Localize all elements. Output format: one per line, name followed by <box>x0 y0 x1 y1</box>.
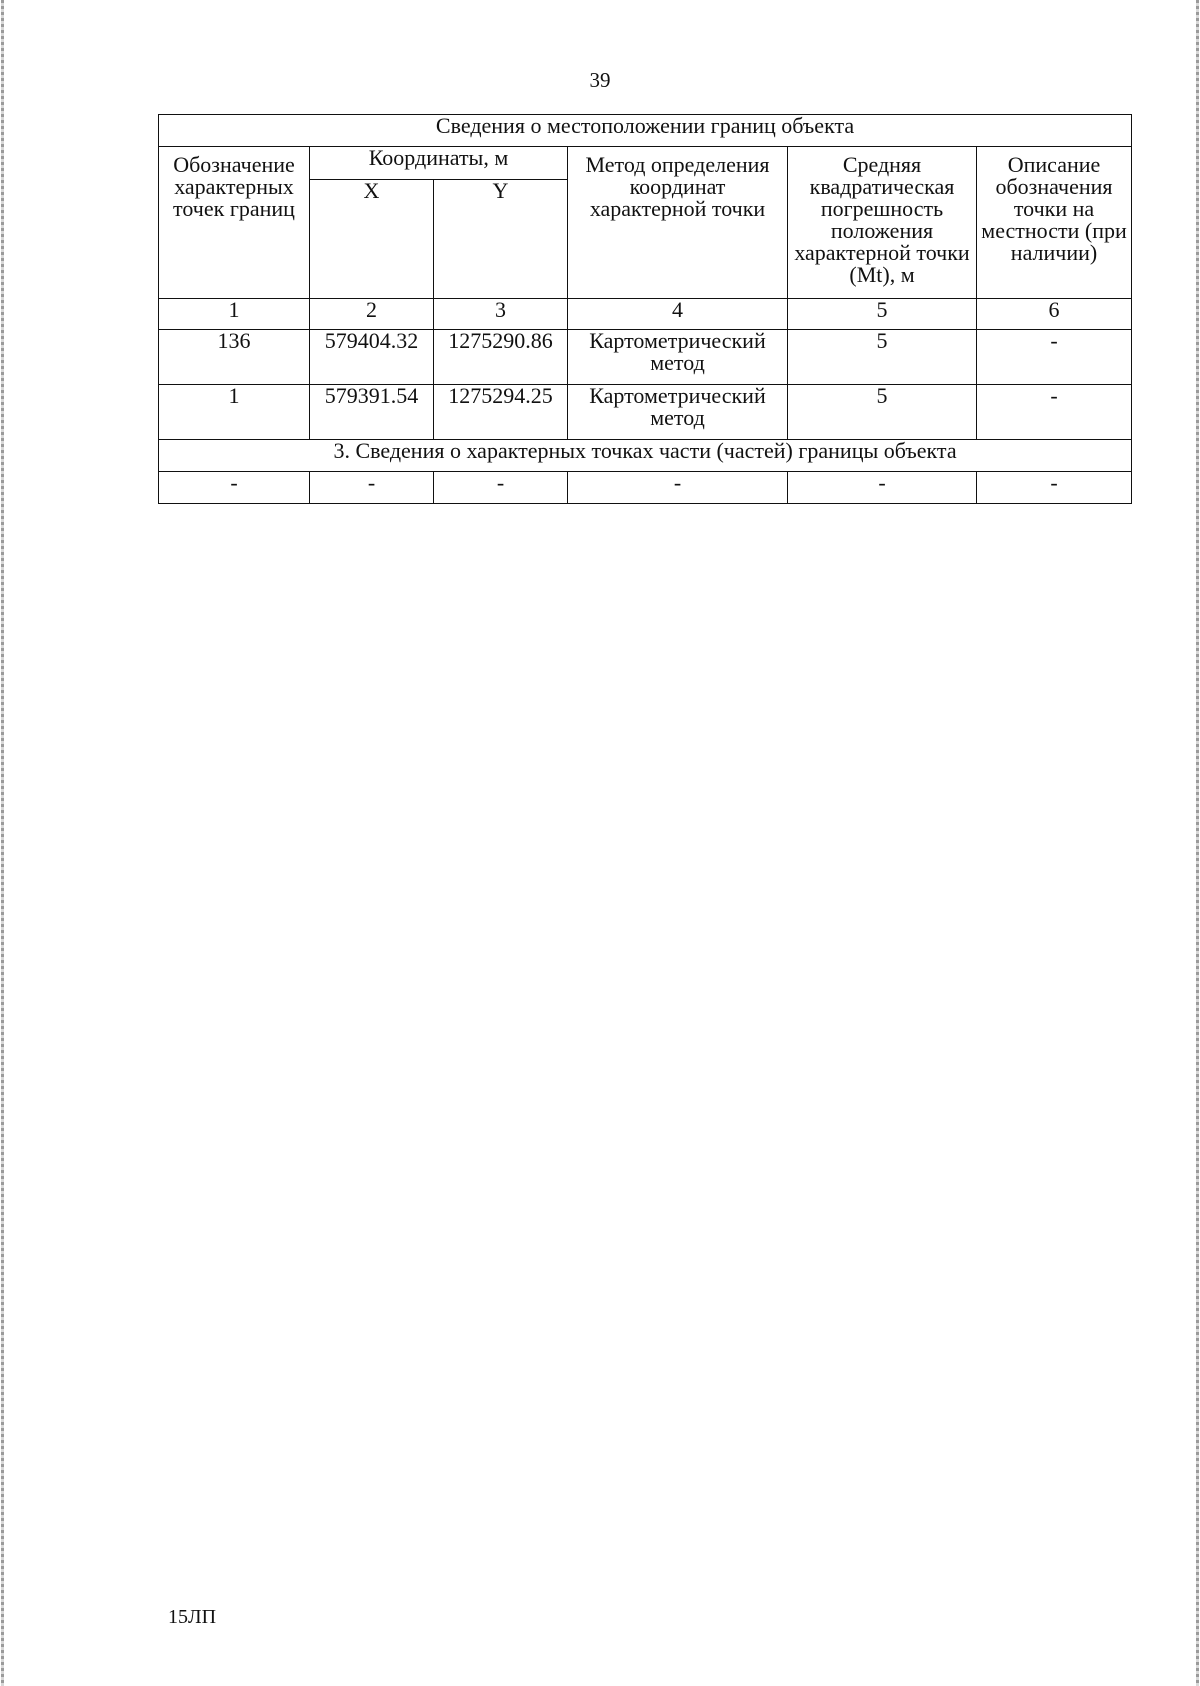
cell-empty: - <box>568 472 788 504</box>
cell-empty: - <box>788 472 977 504</box>
page-number: 39 <box>589 68 611 92</box>
header-x: X <box>310 180 434 299</box>
boundary-table <box>158 114 1132 504</box>
cell-empty: - <box>977 472 1132 504</box>
table-title: Сведения о местоположении границ объекта <box>159 115 1132 147</box>
cell-x: 579404.32 <box>310 330 434 385</box>
header-description: Описание обозначения точки на местности (при наличии) <box>977 147 1132 299</box>
scan-edge-right <box>1196 0 1199 1686</box>
column-number: 1 <box>159 299 310 330</box>
cell-description: - <box>977 330 1132 385</box>
section-title-row <box>159 440 1132 472</box>
footer-code: 15ЛП <box>168 1606 217 1628</box>
header-method: Метод определения координат характерной точки <box>568 147 788 299</box>
column-number: 6 <box>977 299 1132 330</box>
column-number: 4 <box>568 299 788 330</box>
column-number: 3 <box>434 299 568 330</box>
cell-error: 5 <box>788 385 977 440</box>
cell-y: 1275294.25 <box>434 385 568 440</box>
cell-point: 136 <box>159 330 310 385</box>
cell-empty: - <box>159 472 310 504</box>
column-number-row <box>159 299 1132 330</box>
cell-method: Картометрический метод <box>568 330 788 385</box>
cell-y: 1275290.86 <box>434 330 568 385</box>
cell-description: - <box>977 385 1132 440</box>
cell-x: 579391.54 <box>310 385 434 440</box>
table-title-row <box>159 115 1132 147</box>
header-error: Средняя квадратическая погрешность положения характерной точки (Mt), м <box>788 147 977 299</box>
cell-error: 5 <box>788 330 977 385</box>
table-row <box>159 385 1132 440</box>
cell-empty: - <box>434 472 568 504</box>
column-number: 2 <box>310 299 434 330</box>
table-row <box>159 472 1132 504</box>
table-header-row <box>159 147 1132 180</box>
cell-empty: - <box>310 472 434 504</box>
scan-edge-left <box>1 0 4 1686</box>
column-number: 5 <box>788 299 977 330</box>
cell-point: 1 <box>159 385 310 440</box>
table-row <box>159 330 1132 385</box>
cell-method: Картометрический метод <box>568 385 788 440</box>
header-designation: Обозначение характерных точек границ <box>159 147 310 299</box>
section-title: 3. Сведения о характерных точках части (частей) границы объекта <box>159 440 1132 472</box>
header-y: Y <box>434 180 568 299</box>
header-coordinates: Координаты, м <box>310 147 568 180</box>
